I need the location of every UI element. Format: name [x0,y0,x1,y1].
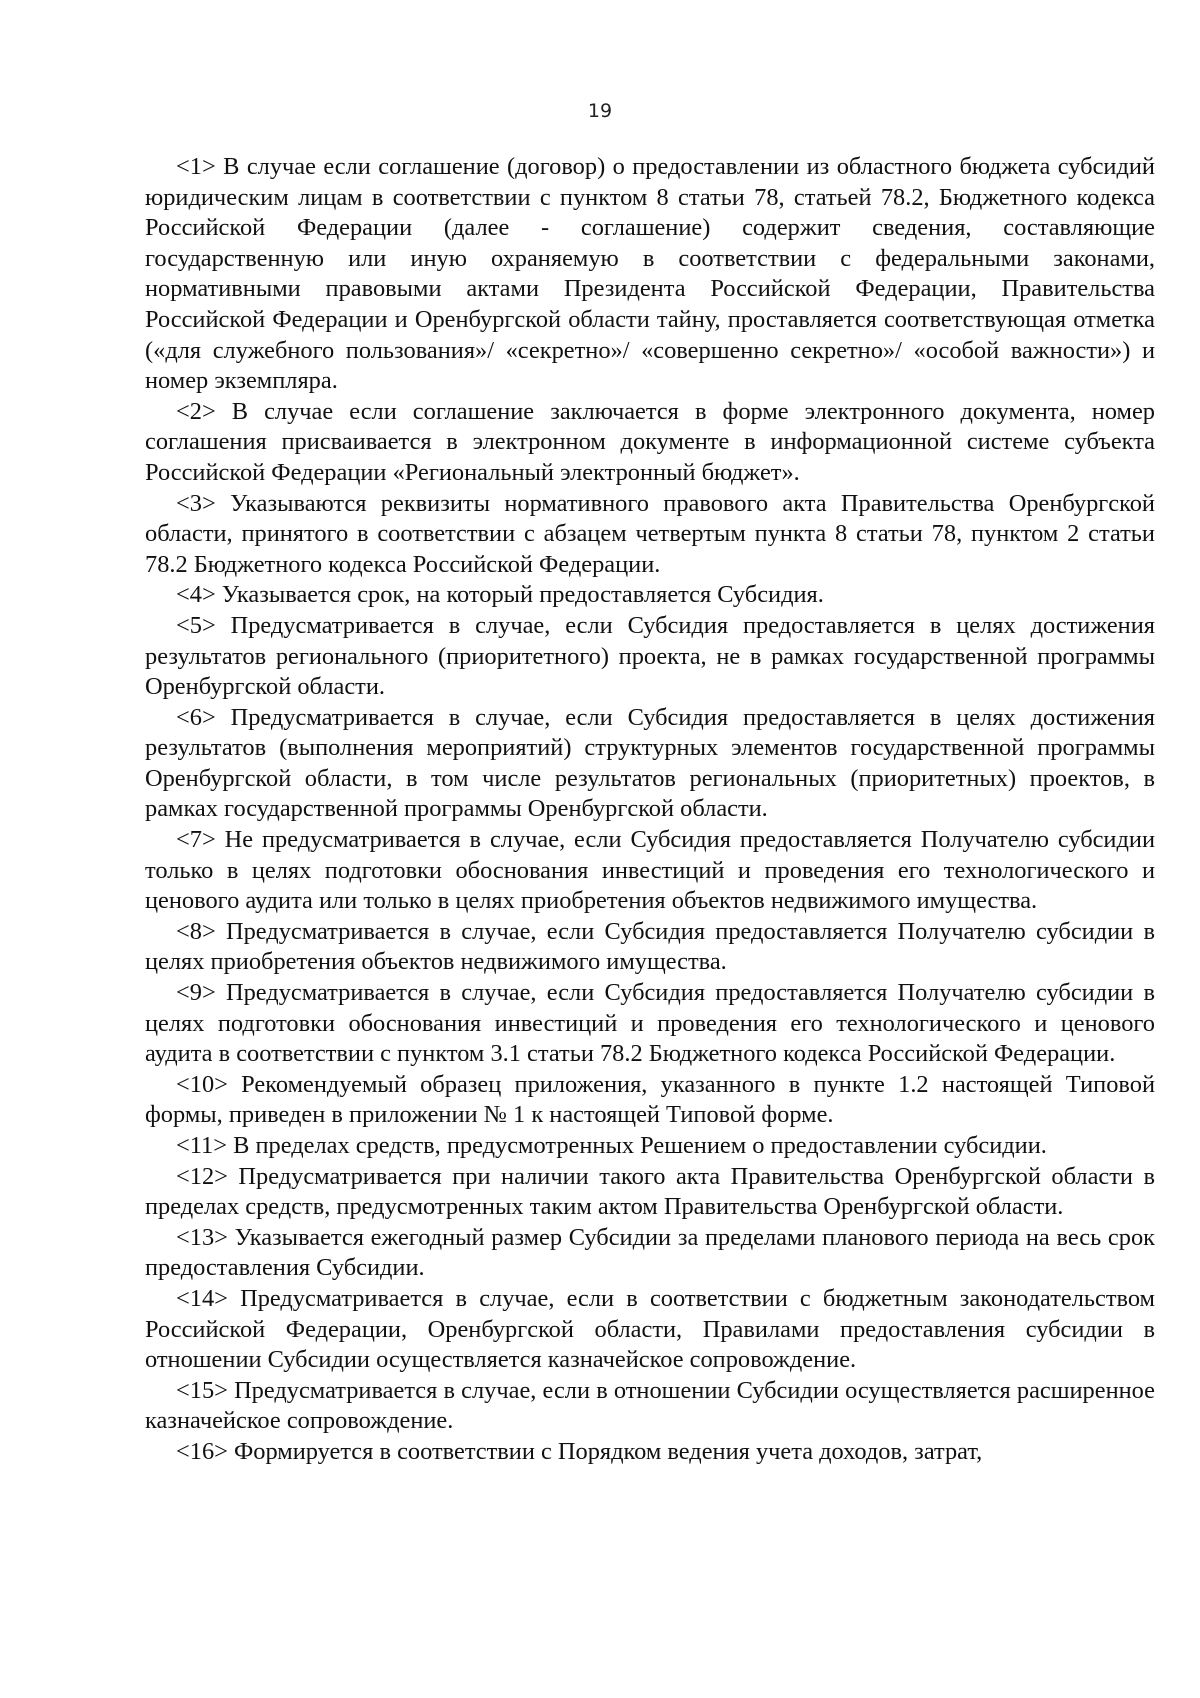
footnote-4: <4> Указывается срок, на который предоставляется Субсидия. [176,581,824,609]
footnote-3: <3> Указываются реквизиты нормативного правового акта Правительства Оренбургской области, принятого в соответствии с абзацем четвертым пункта 8 статьи 78, пунктом 2 статьи 78.2 Бюджетного кодекса Российской Федерации. [145,489,1155,578]
footnote-15: <15> Предусматривается в случае, если в отношении Субсидии осуществляется расширенное казначейское сопровождение. [145,1376,1155,1435]
footnote-11: <11> В пределах средств, предусмотренных Решением о предоставлении субсидии. [176,1132,1047,1159]
footnote-2: <2> В случае если соглашение заключается в форме электронного документа, номер соглашения присваивается в электронном документе в информационной системе субъекта Российской Федерации «Региональный электронный бюджет». [145,397,1155,486]
footnote-8: <8> Предусматривается в случае, если Субсидия предоставляется Получателю субсидии в целях приобретения объектов недвижимого имущества. [145,917,1155,976]
footnote-1: <1> В случае если соглашение (договор) о предоставлении из областного бюджета субсидий юридическим лицам в соответствии с пунктом 8 статьи 78, статьей 78.2, Бюджетного кодекса Российской Федерации (далее - соглашение) содержит сведения, составляющие государственную или иную охраняемую в соответствии с федеральными законами, нормативными правовыми актами Президента Российской Федерации, Правительства Российской Федерации и Оренбургской области тайну, проставляется соответствующая отметка («для служебного пользования»/ «секретно»/ «совершенно секретно»/ «особой важности») и номер экземпляра. [145,153,1155,395]
footnote-16: <16> Формируется в соответствии с Порядком ведения учета доходов, затрат, [176,1437,983,1465]
page-number: 19 [587,100,613,122]
footnote-13: <13> Указывается ежегодный размер Субсидии за пределами планового периода на весь срок предоставления Субсидии. [145,1223,1155,1282]
footnotes-body [145,152,1155,1468]
footnote-10: <10> Рекомендуемый образец приложения, указанного в пункте 1.2 настоящей Типовой формы, приведен в приложении № 1 к настоящей Типовой форме. [145,1070,1155,1129]
footnote-7: <7> Не предусматривается в случае, если Субсидия предоставляется Получателю субсидии только в целях подготовки обоснования инвестиций и проведения его технологического и ценового аудита или только в целях приобретения объектов недвижимого имущества. [145,826,1155,915]
footnote-5: <5> Предусматривается в случае, если Субсидия предоставляется в целях достижения результатов регионального (приоритетного) проекта, не в рамках государственной программы Оренбургской области. [145,611,1155,701]
footnote-12: <12> Предусматривается при наличии такого акта Правительства Оренбургской области в пределах средств, предусмотренных таким актом Правительства Оренбургской области. [145,1162,1155,1221]
footnote-9: <9> Предусматривается в случае, если Субсидия предоставляется Получателю субсидии в целях подготовки обоснования инвестиций и проведения его технологического и ценового аудита в соответствии с пунктом 3.1 статьи 78.2 Бюджетного кодекса Российской Федерации. [145,979,1155,1068]
footnote-14: <14> Предусматривается в случае, если в соответствии с бюджетным законодательством Российской Федерации, Оренбургской области, Правилами предоставления субсидии в отношении Субсидии осуществляется казначейское сопровождение. [145,1284,1155,1374]
footnote-6: <6> Предусматривается в случае, если Субсидия предоставляется в целях достижения результатов (выполнения мероприятий) структурных элементов государственной программы Оренбургской области, в том числе результатов региональных (приоритетных) проектов, в рамках государственной программы Оренбургской области. [145,703,1155,823]
